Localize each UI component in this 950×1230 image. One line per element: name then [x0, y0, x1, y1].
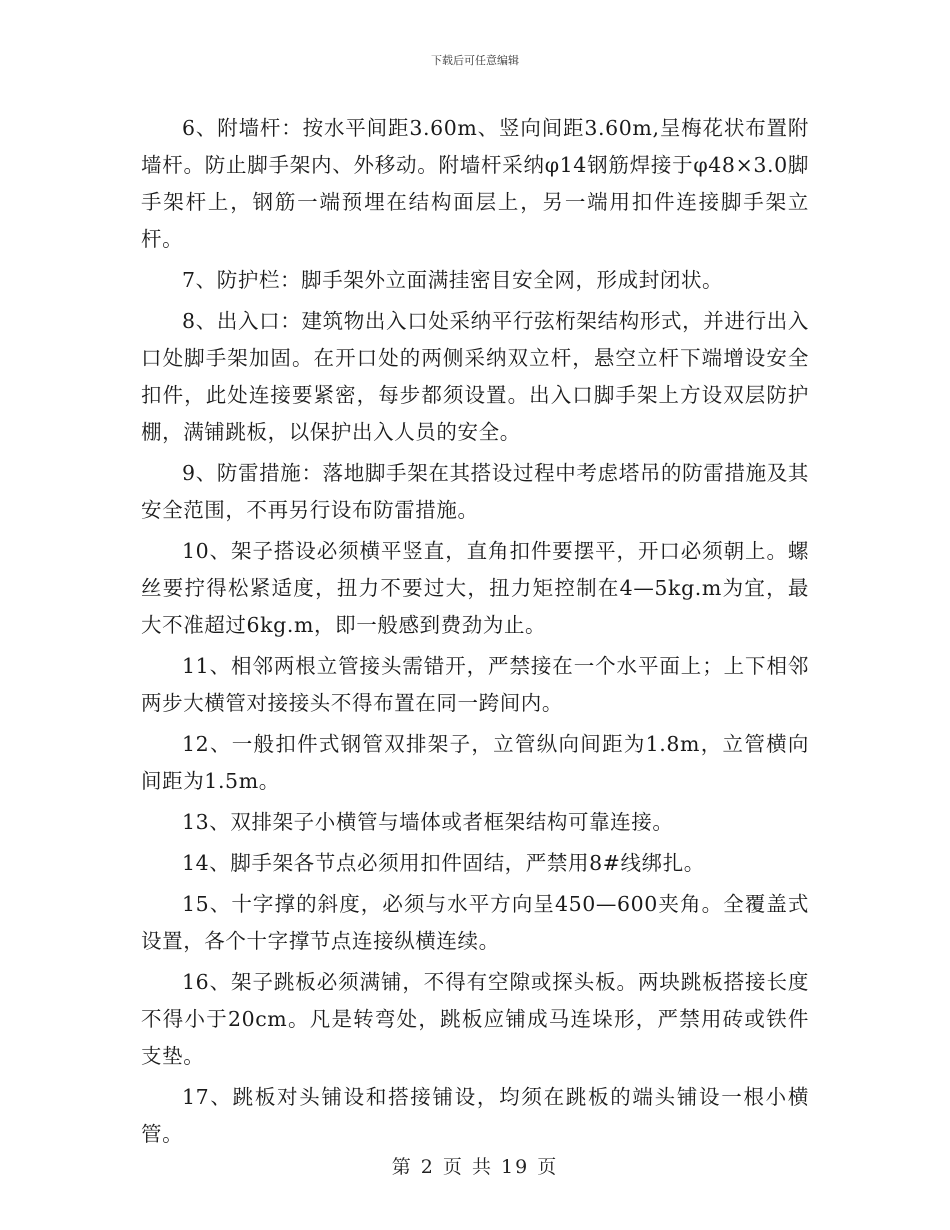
paragraph-13-connection: 13、双排架子小横管与墙体或者框架结构可靠连接。: [182, 810, 674, 834]
paragraph-16-scaffold-boards: 16、架子跳板必须满铺，不得有空隙或探头板。两块跳板搭接长度不得小于20cm。凡是转弯处，跳板应铺成马连垛形，严禁用砖或铁件支垫。: [141, 970, 809, 1068]
paragraph-10-erection-rules: 10、架子搭设必须横平竖直，直角扣件要摆平，开口必须朝上。螺丝要拧得松紧适度，扭力不要过大，扭力矩控制在4—5kg.m为宜，最大不准超过6kg.m，即一般感到费劲为止。: [141, 539, 809, 637]
paragraph-11-joints: 11、相邻两根立管接头需错开，严禁接在一个水平面上；上下相邻两步大横管对接接头不得布置在同一跨间内。: [141, 654, 809, 715]
paragraph-9-lightning-protection: 9、防雷措施：落地脚手架在其搭设过程中考虑塔吊的防雷措施及其安全范围，不再另行设布防雷措施。: [141, 461, 809, 522]
paragraph-14-fastening: 14、脚手架各节点必须用扣件固结，严禁用8#线绑扎。: [182, 851, 705, 875]
paragraph-17-board-laying: 17、跳板对头铺设和搭接铺设，均须在跳板的端头铺设一根小横管。: [141, 1085, 809, 1146]
page-number-footer: 第 2 页 共 19 页: [391, 1156, 559, 1178]
paragraph-7-guardrail: 7、防护栏：脚手架外立面满挂密目安全网，形成封闭状。: [182, 268, 724, 292]
page-header-note: 下载后可任意编辑: [431, 54, 519, 67]
paragraph-12-spacing: 12、一般扣件式钢管双排架子，立管纵向间距为1.8m，立管横向间距为1.5m。: [141, 732, 809, 793]
document-body: [141, 110, 809, 1157]
paragraph-8-entrance: 8、出入口：建筑物出入口处采纳平行弦桁架结构形式，并进行出入口处脚手架加固。在开口处的两侧采纳双立杆，悬空立杆下端增设安全扣件，此处连接要紧密，每步都须设置。出入口脚手架上方设双层防护棚，满铺跳板，以保护出入人员的安全。: [141, 309, 809, 444]
paragraph-6-wall-ties: 6、附墙杆：按水平间距3.60m、竖向间距3.60m,呈梅花状布置附墙杆。防止脚手架内、外移动。附墙杆采纳φ14钢筋焊接于φ48×3.0脚手架杆上，钢筋一端预埋在结构面层上，另一端用扣件连接脚手架立杆。: [141, 116, 809, 251]
paragraph-15-cross-bracing: 15、十字撑的斜度，必须与水平方向呈450—600夹角。全覆盖式设置，各个十字撑节点连接纵横连续。: [141, 892, 809, 953]
